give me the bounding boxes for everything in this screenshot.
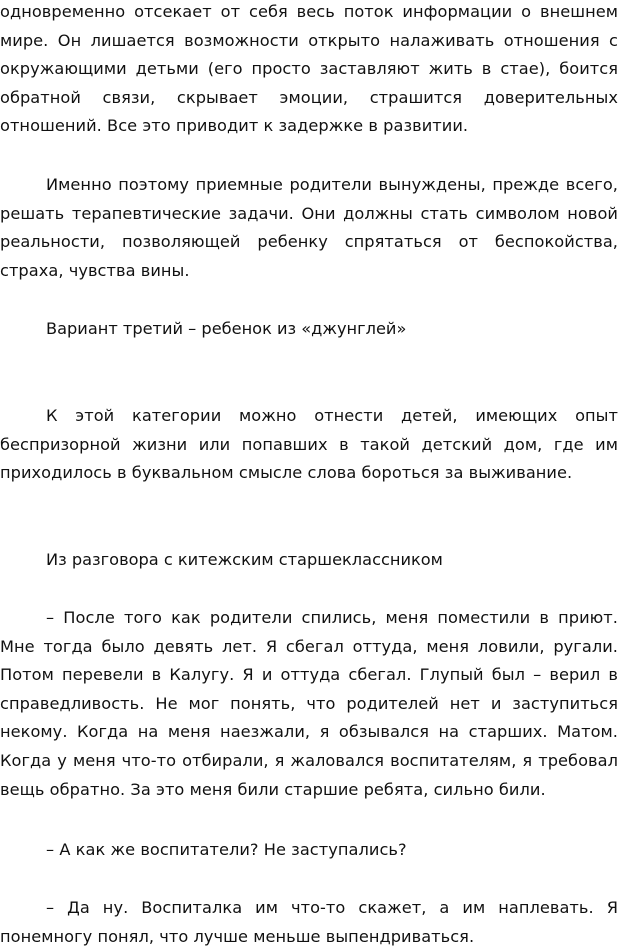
paragraph-student-story: – После того как родители спились, меня поместили в приют. Мне тогда было девять лет. Я сбегал оттуда, меня ловили, ругали. Потом перевели в Калугу. Я и оттуда сбегал. Глупый был – верил в справедливость. Не мог понять, что родителей нет и заступиться некому. Когда на меня наезжали, я обзывался на старших. Матом. Когда у меня что-то отбирали, я жаловался воспитателям, я требовал вещь обратно. За это меня били старшие ребята, сильно били. — [0, 608, 618, 799]
paragraph-question: – А как же воспитатели? Не заступались? — [46, 840, 407, 859]
section-heading-conversation: Из разговора с китежским старшеклассником — [46, 550, 443, 569]
section-heading-jungle-child: Вариант третий – ребенок из «джунглей» — [46, 319, 407, 338]
paragraph-therapeutic-tasks: Именно поэтому приемные родители вынуждены, прежде всего, решать терапевтические задачи. Они должны стать символом новой реальности, позволяющей ребенку спрятаться от беспокойства, страха, чувства вины. — [0, 175, 618, 280]
paragraph-answer: – Да ну. Воспиталка им что-то скажет, а им наплевать. Я понемногу понял, что лучше меньше выпендриваться. — [0, 898, 618, 946]
paragraph-category-description: К этой категории можно отнести детей, имеющих опыт беспризорной жизни или попавших в такой детский дом, где им приходилось в буквальном смысле слова бороться за выживание. — [0, 406, 618, 483]
paragraph-isolation: одновременно отсекает от себя весь поток информации о внешнем мире. Он лишается возможности открыто налаживать отношения с окружающими детьми (его просто заставляют жить в стае), боится обратной связи, скрывает эмоции, страшится доверительных отношений. Все это приводит к задержке в развитии. — [0, 2, 618, 136]
